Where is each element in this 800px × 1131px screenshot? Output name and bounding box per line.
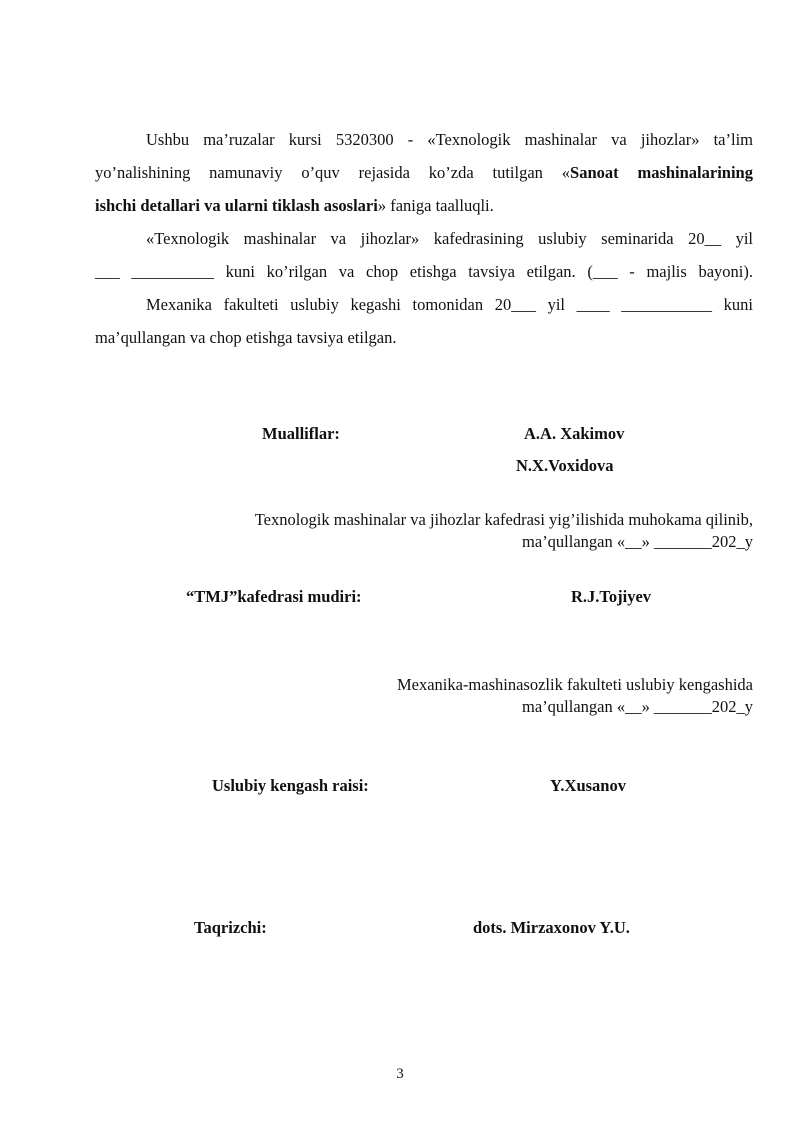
reviewer-name: dots. Mirzaxonov Y.U. [473, 918, 630, 937]
intro-text-end: » faniga taalluqli. [377, 196, 494, 215]
council-chair-name: Y.Xusanov [550, 776, 626, 795]
authors-label: Mualliflar: [262, 424, 340, 443]
council-chair-label: Uslubiy kengash raisi: [212, 776, 369, 795]
department-head-label: “TMJ”kafedrasi mudiri: [186, 587, 362, 606]
department-approval-line-2: ma’qullangan «__» _______202_y [522, 532, 753, 551]
seminar-line-2: ___ __________ kuni ko’rilgan va chop etishga tavsiya etilgan. (___ - majlis bayoni). [95, 262, 753, 281]
department-approval-line-1: Texnologik mashinalar va jihozlar kafedrasi yig’ilishida muhokama qilinib, [254, 510, 753, 529]
intro-line-3 [95, 196, 494, 216]
council-line-2: ma’qullangan va chop etishga tavsiya etilgan. [95, 328, 397, 347]
faculty-approval-line-1: Mexanika-mashinasozlik fakulteti uslubiy kengashida [396, 675, 753, 694]
intro-text: yo’nalishining namunaviy o’quv rejasida ko’zda tutilgan « [95, 163, 571, 182]
author-name-2: N.X.Voxidova [516, 456, 614, 475]
intro-line-1: Ushbu ma’ruzalar kursi 5320300 - «Texnologik mashinalar va jihozlar» ta’lim [146, 130, 753, 149]
subject-title-part-1: Sanoat mashinalarining [570, 163, 753, 182]
page-number: 3 [396, 1066, 404, 1082]
subject-title-part-2: ishchi detallari va ularni tiklash asoslari [95, 196, 378, 215]
seminar-line-1: «Texnologik mashinalar va jihozlar» kafedrasining uslubiy seminarida 20__ yil [146, 229, 753, 248]
department-head-name: R.J.Tojiyev [571, 587, 652, 606]
intro-line-2 [95, 163, 753, 183]
council-line-1: Mexanika fakulteti uslubiy kegashi tomonidan 20___ yil ____ ___________ kuni [146, 295, 753, 314]
faculty-approval-line-2: ma’qullangan «__» _______202_y [522, 697, 753, 716]
reviewer-label: Taqrizchi: [194, 918, 267, 937]
author-name-1: A.A. Xakimov [524, 424, 625, 443]
